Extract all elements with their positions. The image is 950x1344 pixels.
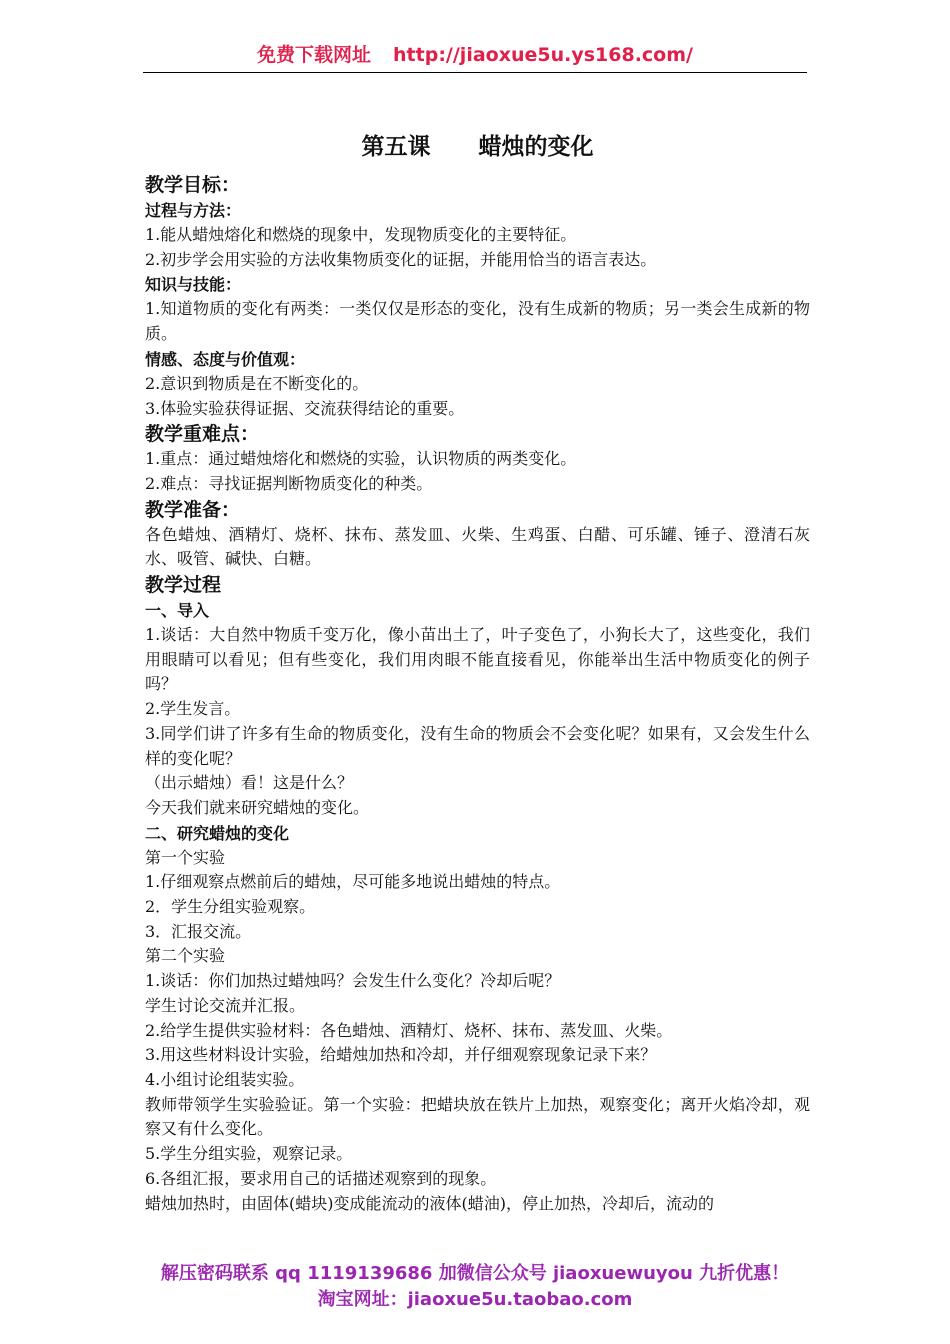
preparation-text: 各色蜡烛、酒精灯、烧杯、抹布、蒸发皿、火柴、生鸡蛋、白醋、可乐罐、锤子、澄清石灰水、吸管、碱快、白糖。	[145, 524, 810, 569]
intro-heading: 一、导入	[145, 601, 210, 621]
paragraph: 1.知道物质的变化有两类：一类仅仅是形态的变化，没有生成新的物质；另一类会生成新的物质。	[145, 299, 810, 344]
footer-shop-link[interactable]: 淘宝网址：jiaoxue5u.taobao.com	[317, 1289, 633, 1310]
paragraph: 2.初步学会用实验的方法收集物质变化的证据，并能用恰当的语言表达。	[145, 249, 657, 269]
paragraph: 第一个实验	[145, 847, 226, 867]
teaching-process-heading: 教学过程	[145, 574, 222, 597]
key-points-heading: 教学重难点：	[145, 423, 260, 446]
paragraph: 2．学生分组实验观察。	[145, 897, 316, 917]
paragraph: 1.重点：通过蜡烛熔化和燃烧的实验，认识物质的两类变化。	[145, 449, 577, 469]
paragraph: 学生讨论交流并汇报。	[145, 995, 306, 1015]
footer-contact: 解压密码联系 qq 1119139686 加微信公众号 jiaoxuewuyou 九折优惠！	[160, 1263, 790, 1284]
document-body	[145, 130, 810, 1216]
paragraph: 2.意识到物质是在不断变化的。	[145, 373, 369, 393]
paragraph: 3.体验实验获得证据、交流获得结论的重要。	[145, 398, 465, 418]
lesson-topic: 蜡烛的变化	[478, 134, 594, 160]
paragraph: 2.给学生提供实验材料：各色蜡烛、酒精灯、烧杯、抹布、蒸发皿、火柴。	[145, 1020, 673, 1040]
lesson-number: 第五课	[361, 134, 431, 160]
paragraph: 3.同学们讲了许多有生命的物质变化，没有生命的物质会不会变化呢？如果有，又会发生什么样的变化呢？	[145, 723, 810, 768]
process-method-heading: 过程与方法：	[145, 201, 242, 220]
paragraph: 1.谈话：大自然中物质千变万化，像小苗出土了，叶子变色了，小狗长大了，这些变化，我们用眼睛可以看见；但有些变化，我们用肉眼不能直接看见，你能举出生活中物质变化的例子吗？	[145, 625, 810, 694]
paragraph: 2.学生发言。	[145, 699, 241, 719]
paragraph: 第二个实验	[145, 946, 226, 966]
header-url-link[interactable]: http://jiaoxue5u.ys168.com/	[393, 44, 693, 66]
goals-heading: 教学目标：	[145, 174, 241, 196]
paragraph: 蜡烛加热时，由固体(蜡块)变成能流动的液体(蜡油)，停止加热，冷却后，流动的	[145, 1193, 714, 1213]
paragraph: （出示蜡烛）看！这是什么？	[145, 773, 354, 793]
header-label: 免费下载网址	[257, 44, 372, 66]
paragraph: 3.用这些材料设计实验，给蜡烛加热和冷却，并仔细观察现象记录下来？	[145, 1045, 657, 1065]
page-title	[145, 130, 810, 164]
paragraph: 教师带领学生实验验证。第一个实验：把蜡块放在铁片上加热，观察变化；离开火焰冷却，观察又有什么变化。	[145, 1094, 810, 1139]
paragraph: 1.仔细观察点燃前后的蜡烛，尽可能多地说出蜡烛的特点。	[145, 872, 561, 892]
knowledge-heading: 知识与技能：	[145, 275, 242, 295]
attitude-heading: 情感、态度与价值观：	[145, 349, 306, 369]
paragraph: 今天我们就来研究蜡烛的变化。	[145, 797, 370, 817]
paragraph: 1.谈话：你们加热过蜡烛吗？会发生什么变化？冷却后呢？	[145, 971, 561, 991]
paragraph: 6.各组汇报，要求用自己的话描述观察到的现象。	[145, 1168, 497, 1188]
paragraph: 5.学生分组实验，观察记录。	[145, 1144, 353, 1164]
paragraph: 2.难点：寻找证据判断物质变化的种类。	[145, 473, 433, 493]
paragraph: 3．汇报交流。	[145, 921, 252, 941]
preparation-heading: 教学准备：	[145, 498, 241, 521]
paragraph: 1.能从蜡烛熔化和燃烧的现象中，发现物质变化的主要特征。	[145, 225, 577, 244]
page-header	[143, 40, 807, 73]
paragraph: 4.小组讨论组装实验。	[145, 1069, 305, 1089]
study-heading: 二、研究蜡烛的变化	[145, 823, 290, 843]
